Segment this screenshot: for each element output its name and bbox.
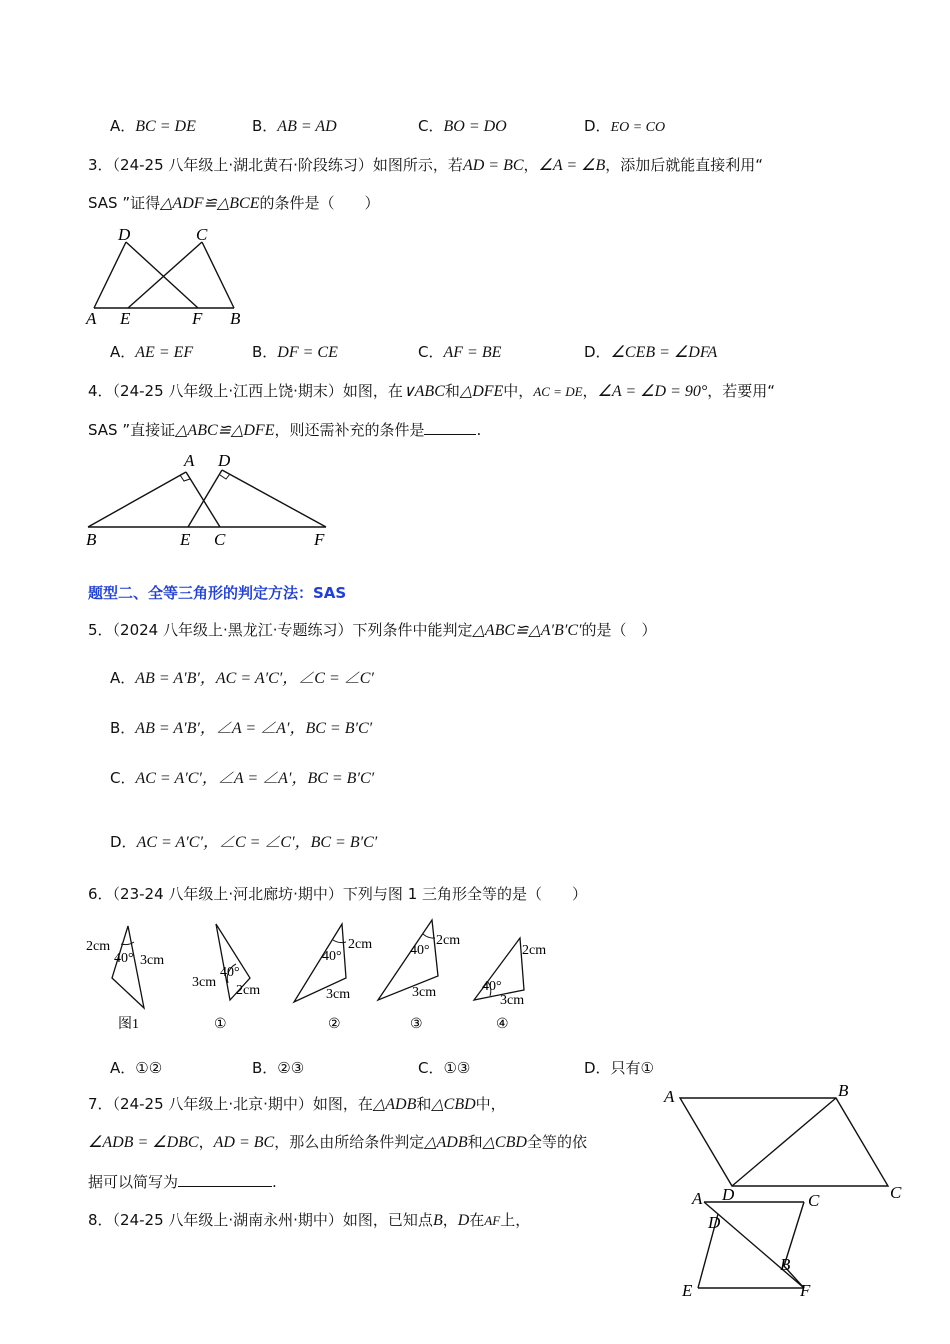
q4-label-a: A (184, 451, 195, 470)
q3-option-c: C．AF = BE (418, 343, 502, 361)
q2-option-d: D．EO = CO (584, 117, 666, 135)
fig-3-caption: ③ (410, 1017, 423, 1032)
q6-option-b: B．②③ (252, 1059, 305, 1077)
q7-label-b: B (838, 1081, 849, 1100)
fig-2-label-2cm: 2cm (348, 937, 373, 952)
q2-option-c: C．BO = DO (418, 117, 507, 135)
q4-stem-line2: SAS ”直接证△ABC≌△DFE，则还需补充的条件是 . (88, 421, 482, 439)
q8-label-a: A (692, 1189, 703, 1208)
fig1-label-2cm: 2cm (86, 939, 111, 954)
q7-label-c: C (890, 1183, 902, 1202)
q8-figure (680, 1188, 840, 1304)
fig-4-label-2cm: 2cm (522, 943, 547, 958)
fig-3-label-3cm: 3cm (412, 985, 437, 1000)
q4-label-d: D (218, 451, 231, 470)
q6-option-d: D．只有① (584, 1059, 654, 1077)
q3-label-e: E (120, 309, 131, 328)
q4-stem-line1: 4．（24-25 八年级上·江西上饶·期末）如图，在∨ABC和△DFE中，AC = DE，∠A = ∠D = 90°，若要用“ (88, 382, 776, 400)
q6-option-a: A．①② (110, 1059, 163, 1077)
q2-option-b: B．AB = AD (252, 117, 337, 135)
fig-1-caption: ① (214, 1017, 227, 1032)
q7-stem-line1: 7．（24-25 八年级上·北京·期中）如图，在△ADB和△CBD中， (88, 1095, 506, 1113)
q3-label-d: D (118, 225, 131, 244)
q3-label-c: C (196, 225, 208, 244)
fig-4-caption: ④ (496, 1017, 509, 1032)
q7-answer-blank (178, 1172, 272, 1187)
fig1-caption: 图1 (118, 1017, 139, 1032)
q5-option-b: B．AB = A′B′，∠A = ∠A′，BC = B′C′ (110, 719, 373, 737)
q3-option-a: A．AE = EF (110, 343, 194, 361)
q8-label-c: C (808, 1191, 820, 1210)
q5-option-a: A．AB = A′B′，AC = A′C′，∠C = ∠C′ (110, 669, 374, 687)
fig-1-label-angle: 40° (220, 965, 240, 980)
q3-label-b: B (230, 309, 241, 328)
q4-label-b: B (86, 530, 97, 549)
fig-4-label-angle: 40° (482, 979, 502, 994)
q3-option-b: B．DF = CE (252, 343, 338, 361)
q7-figure (660, 1078, 910, 1202)
q5-option-d: D．AC = A′C′，∠C = ∠C′，BC = B′C′ (110, 833, 378, 851)
section-title: 题型二、全等三角形的判定方法：SAS (88, 584, 347, 602)
fig-2-label-angle: 40° (322, 949, 342, 964)
q3-figure (80, 222, 260, 332)
fig-2-caption: ② (328, 1017, 341, 1032)
q3-label-f: F (192, 309, 203, 328)
q7-label-d: D (722, 1185, 735, 1204)
fig1-label-3cm: 3cm (140, 953, 165, 968)
q5-stem: 5．（2024 八年级上·黑龙江·专题练习）下列条件中能判定△ABC≌△A′B′C′的是（ ） (88, 621, 657, 639)
q4-label-e: E (180, 530, 191, 549)
q8-label-f: F (800, 1281, 811, 1300)
q3-stem-line1: 3．（24-25 八年级上·湖北黄石·阶段练习）如图所示，若AD = BC，∠A = ∠B，添加后就能直接利用“ (88, 156, 764, 174)
q8-label-d: D (708, 1213, 721, 1232)
q6-stem: 6．（23-24 八年级上·河北廊坊·期中）下列与图 1 三角形全等的是（ ） (88, 885, 588, 903)
q8-label-e: E (682, 1281, 693, 1300)
q8-label-b: B (780, 1255, 791, 1274)
q2-option-a: A．BC = DE (110, 117, 196, 135)
q4-answer-blank (424, 420, 476, 435)
fig-3-label-2cm: 2cm (436, 933, 461, 948)
q7-label-a: A (664, 1087, 675, 1106)
q3-stem-line2: SAS ”证得△ADF≌△BCE的条件是（ ） (88, 194, 380, 212)
q7-stem-line3: 据可以简写为 . (88, 1173, 277, 1191)
fig-3-label-angle: 40° (410, 943, 430, 958)
q5-option-c: C．AC = A′C′，∠A = ∠A′，BC = B′C′ (110, 769, 375, 787)
fig-2-label-3cm: 3cm (326, 987, 351, 1002)
fig1-label-angle: 40° (114, 951, 134, 966)
q4-figure (80, 450, 340, 550)
q8-stem: 8．（24-25 八年级上·湖南永州·期中）如图，已知点B，D在AF上， (88, 1211, 531, 1229)
fig-1-label-3cm: 3cm (192, 975, 217, 990)
q4-label-f: F (314, 530, 325, 549)
q6-figures (80, 918, 560, 1038)
fig-1-label-2cm: 2cm (236, 983, 261, 998)
fig-4-label-3cm: 3cm (500, 993, 525, 1008)
q4-label-c: C (214, 530, 226, 549)
q6-option-c: C．①③ (418, 1059, 471, 1077)
q3-label-a: A (86, 309, 97, 328)
q3-option-d: D．∠CEB = ∠DFA (584, 343, 718, 361)
q7-stem-line2: ∠ADB = ∠DBC，AD = BC，那么由所给条件判定△ADB和△CBD全等的依 (88, 1133, 587, 1151)
